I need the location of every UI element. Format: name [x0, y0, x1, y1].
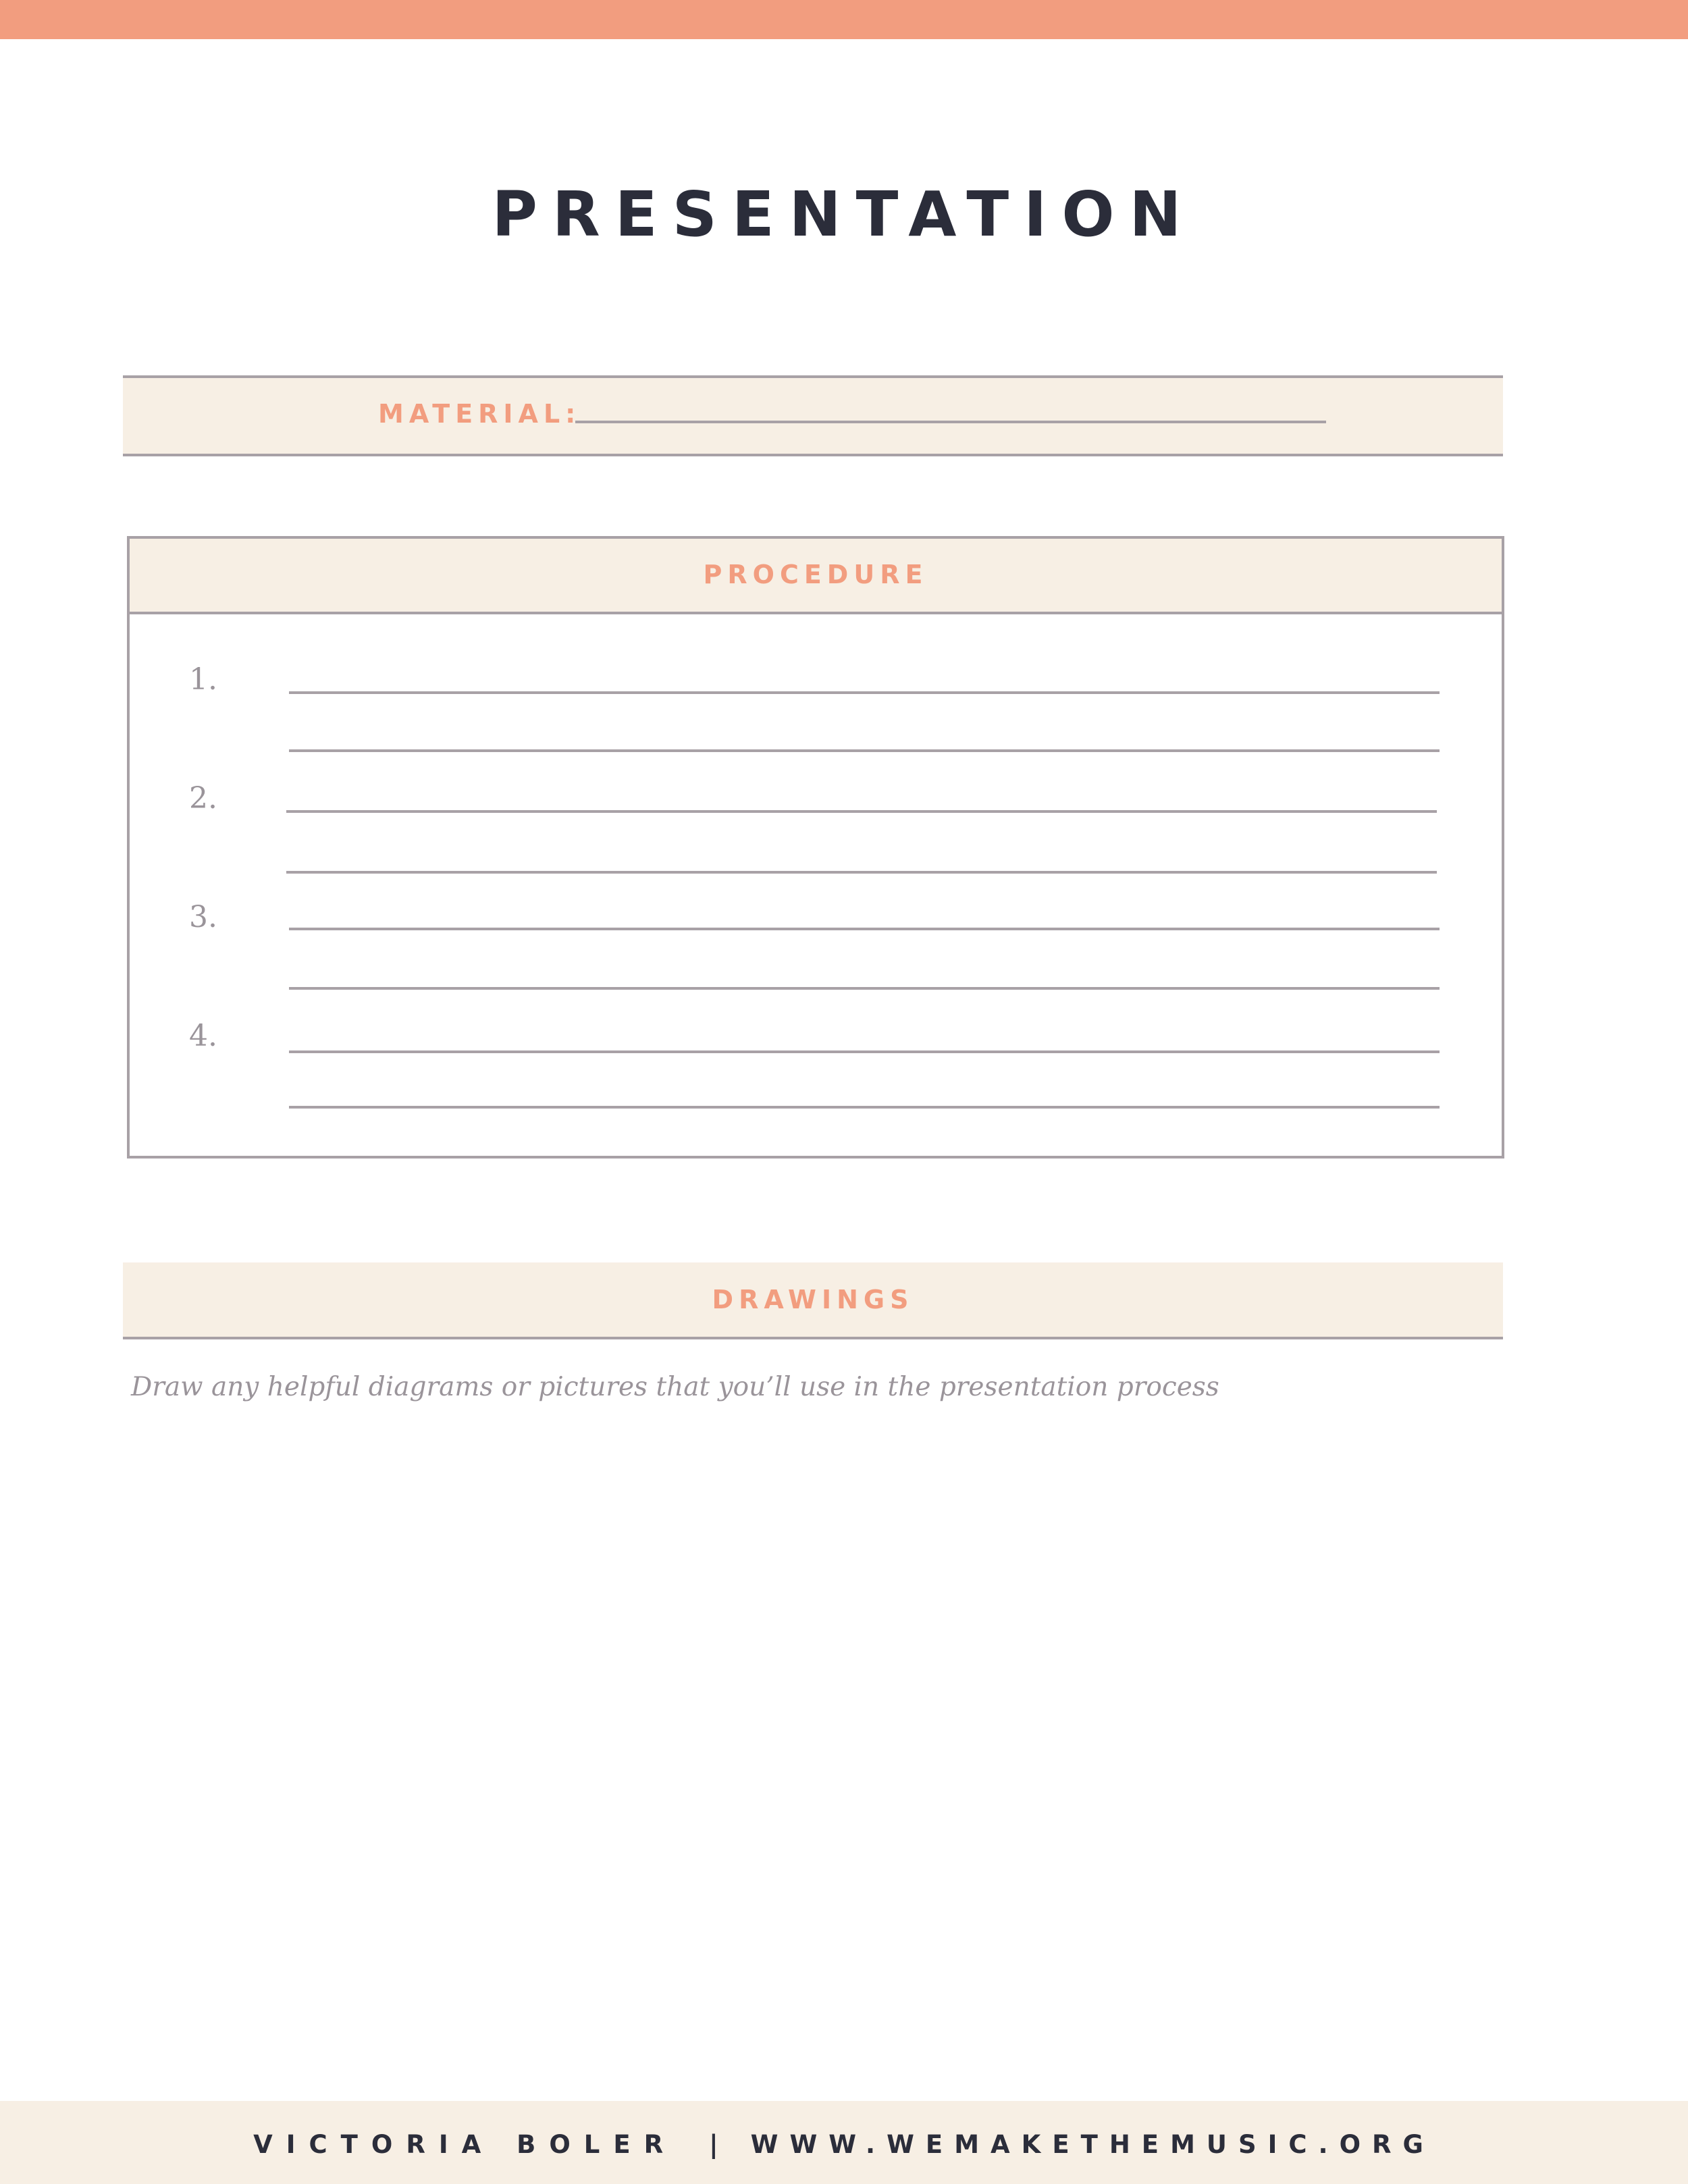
step-number-2: 2. [189, 781, 217, 816]
top-accent-bar [0, 0, 1688, 39]
step-2-line-2[interactable] [286, 871, 1437, 874]
step-4-line-2[interactable] [289, 1106, 1440, 1109]
drawings-instructions: Draw any helpful diagrams or pictures that you’ll use in the presentation process [131, 1372, 1219, 1402]
page-title: PRESENTATION [492, 178, 1196, 250]
step-3-line-1[interactable] [289, 928, 1440, 930]
procedure-title: PROCEDURE [703, 560, 928, 589]
step-1-line-1[interactable] [289, 691, 1440, 694]
procedure-box [127, 536, 1504, 1158]
footer-website-link[interactable]: WWW.WEMAKETHEMUSIC.ORG [750, 2130, 1435, 2159]
footer-author: VICTORIA BOLER [253, 2130, 677, 2159]
material-band [123, 375, 1503, 456]
drawings-title: DRAWINGS [712, 1285, 914, 1314]
step-number-4: 4. [189, 1019, 217, 1053]
step-3-line-2[interactable] [289, 987, 1440, 990]
step-2-line-1[interactable] [286, 810, 1437, 813]
step-number-1: 1. [189, 662, 217, 697]
step-number-3: 3. [189, 900, 217, 934]
material-label: MATERIAL: [378, 399, 581, 429]
footer [0, 2128, 1688, 2162]
footer-separator: | [709, 2130, 718, 2159]
procedure-header [130, 539, 1502, 614]
step-1-line-2[interactable] [289, 749, 1440, 752]
step-4-line-1[interactable] [289, 1050, 1440, 1053]
material-field[interactable] [575, 421, 1326, 423]
